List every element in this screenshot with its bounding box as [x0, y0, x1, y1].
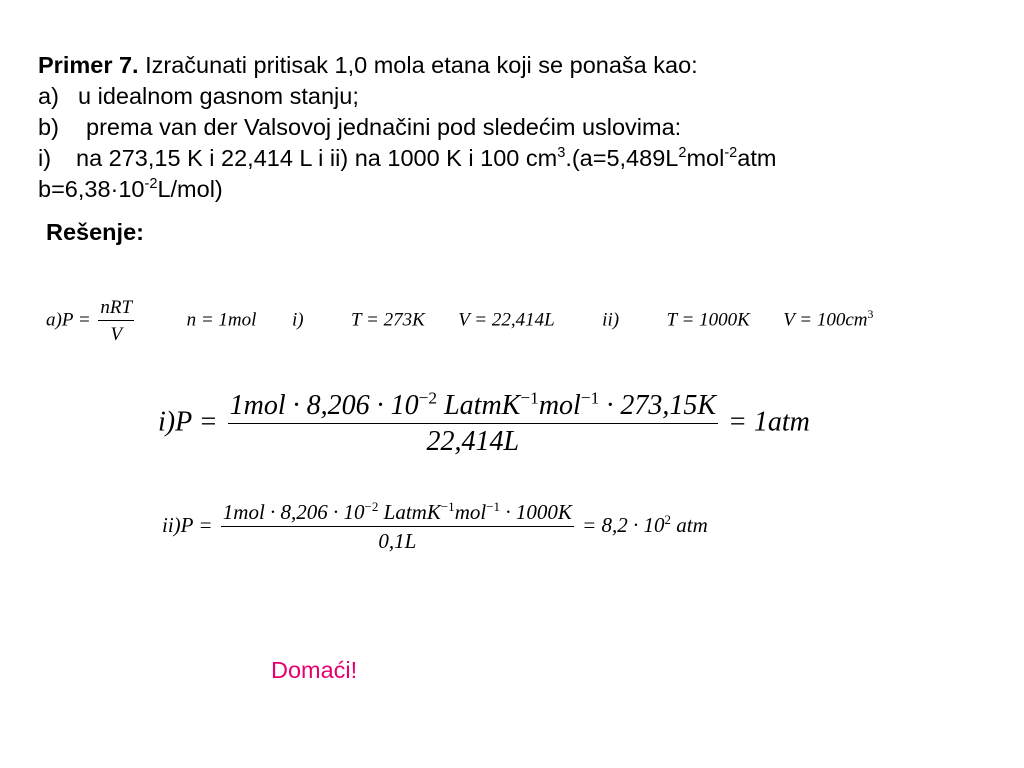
item-i-sup-1: 3 [557, 144, 566, 161]
solution-label: Rešenje: [46, 219, 144, 245]
eq2-num-sup-3: −1 [580, 388, 600, 408]
item-i-text-3: mol [686, 145, 725, 171]
eq3-numerator [221, 498, 574, 526]
eq3-num-1: 1mol · 8,206 · 10 [222, 500, 365, 524]
eq2-num-3: mol [538, 390, 581, 421]
eq3-num-sup-2: −1 [440, 498, 455, 514]
eq1-case-i: i) [291, 309, 304, 331]
problem-line-1 [38, 50, 1024, 81]
eq3-num-sup-3: −1 [486, 498, 501, 514]
problem-line-5 [38, 174, 1024, 205]
eq2-num-4: · 273,15K [599, 390, 716, 421]
eq1-temperature-2: T = 1000K [666, 309, 750, 331]
line5-sup: -2 [144, 175, 158, 192]
eq1-moles: n = 1mol [186, 309, 257, 331]
equation-case-i [158, 388, 810, 457]
eq3-fraction [221, 498, 574, 553]
problem-item-i [38, 143, 1024, 174]
eq1-temperature-1: T = 273K [351, 309, 425, 331]
eq1-volume-1: V = 22,414L [458, 309, 555, 331]
item-a-label: a) [38, 83, 59, 109]
eq1-prefix: a) [46, 309, 62, 331]
item-b-label: b) [38, 114, 59, 140]
eq1-fraction [98, 298, 134, 344]
eq3-num-sup-1: −2 [364, 498, 379, 514]
item-i-sup-3: -2 [724, 144, 738, 161]
item-i-text-4: atm [737, 145, 777, 171]
problem-title: Primer 7. [38, 52, 139, 78]
problem-intro: Izračunati pritisak 1,0 mola etana koji se ponaša kao: [145, 52, 698, 78]
equation-ideal-gas [46, 298, 873, 344]
eq1-lhs: P = [61, 309, 91, 331]
eq3-num-3: mol [454, 500, 487, 524]
eq2-fraction [228, 388, 718, 457]
eq2-denominator: 22,414L [228, 423, 718, 456]
eq1-case-ii: ii) [602, 309, 620, 331]
eq1-volume-2-sup: 3 [867, 308, 874, 322]
eq3-prefix: ii) [162, 512, 181, 537]
eq3-result-1: = 8,2 · 10 [582, 512, 665, 537]
eq2-lhs: P = [175, 406, 218, 438]
item-i-text-1: na 273,15 K i 22,414 L i ii) na 1000 K i 100 cm [76, 145, 558, 171]
line5-text-1: b=6,38·10 [38, 176, 145, 202]
equation-case-ii [162, 498, 708, 553]
eq2-numerator [228, 388, 718, 423]
item-i-text-2: .(a=5,489L [565, 145, 679, 171]
eq2-prefix: i) [158, 406, 176, 438]
eq3-denominator: 0,1L [221, 526, 574, 552]
problem-item-b [38, 112, 1024, 143]
eq2-num-2: LatmK [437, 390, 521, 421]
homework-note: Domaći! [271, 657, 358, 683]
eq2-result: = 1atm [728, 406, 810, 438]
eq1-volume-2: V = 100cm [783, 309, 868, 331]
eq2-num-sup-1: −2 [418, 388, 438, 408]
eq3-result-2: atm [671, 512, 708, 537]
eq2-num-1: 1mol · 8,206 · 10 [229, 390, 419, 421]
item-i-label: i) [38, 145, 52, 171]
eq1-denominator: V [98, 320, 134, 344]
eq3-lhs: P = [180, 512, 213, 537]
problem-item-a [38, 81, 1024, 112]
item-i-sup-2: 2 [678, 144, 687, 161]
item-b-text: prema van der Valsovoj jednačini pod sledećim uslovima: [86, 114, 682, 140]
problem-statement [38, 50, 1024, 205]
eq3-result-sup: 2 [664, 511, 672, 527]
line5-text-2: L/mol) [157, 176, 223, 202]
eq3-num-2: LatmK [378, 500, 441, 524]
eq1-numerator: nRT [100, 297, 133, 318]
eq2-num-sup-2: −1 [520, 388, 539, 408]
eq3-num-4: · 1000K [500, 500, 572, 524]
item-a-text: u idealnom gasnom stanju; [78, 83, 359, 109]
